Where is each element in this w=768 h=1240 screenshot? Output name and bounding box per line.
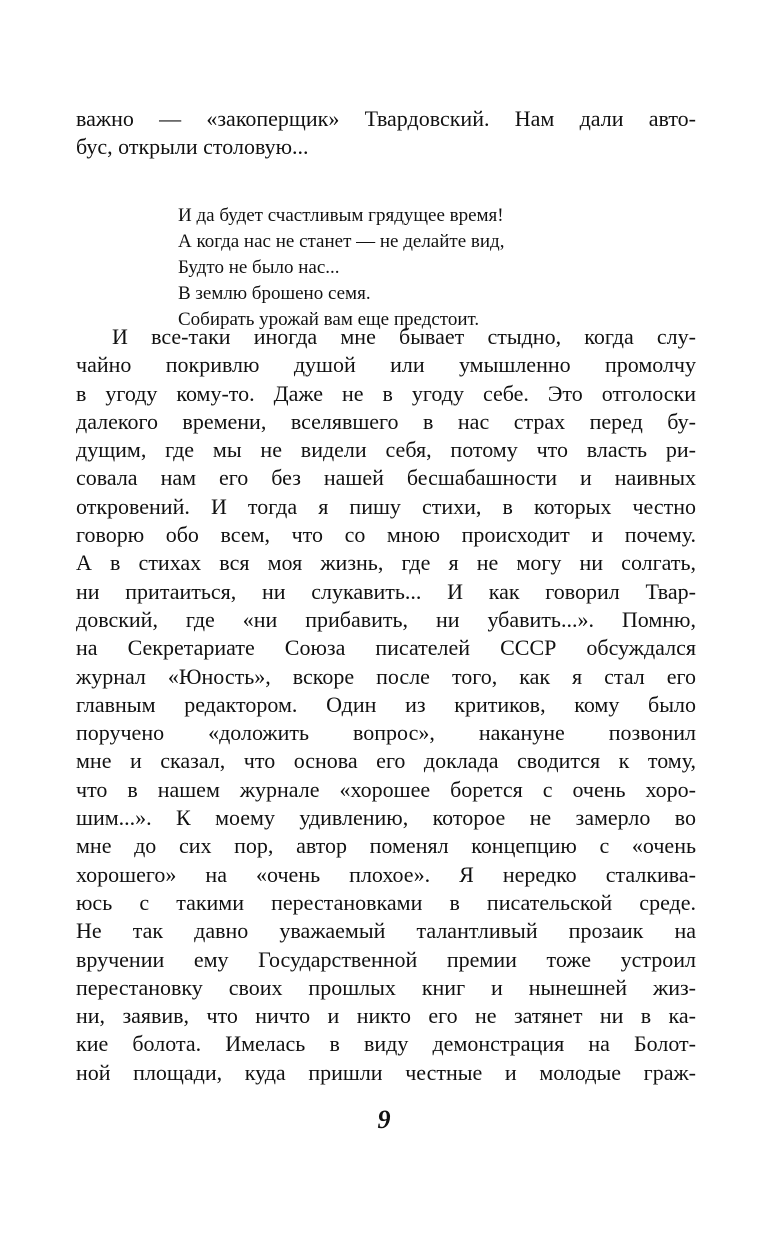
text-line: важно — «закоперщик» Твардовский. Нам дали авто- [76, 106, 696, 131]
text-line: бус, открыли столовую... [76, 134, 309, 159]
text-line: на Секретариате Союза писателей СССР обсуждался [76, 635, 696, 661]
text-line: вручении ему Государственной премии тоже устроил [76, 946, 696, 972]
text-line: чайно покривлю душой или умышленно промолчу [76, 352, 696, 378]
top-paragraph [76, 105, 696, 161]
text-line: перестановку своих прошлых книг и нынешней жиз- [76, 974, 696, 1000]
poem-line: И да будет счастливым грядущее время! [178, 205, 504, 226]
text-line: мне и сказал, что основа его доклада сводится к тому, [76, 748, 696, 774]
text-line: совала нам его без нашей бесшабашности и наивных [76, 465, 696, 491]
text-line: А в стихах вся моя жизнь, где я не могу ни солгать, [76, 550, 696, 576]
text-line: журнал «Юность», вскоре после того, как я стал его [76, 663, 696, 689]
text-line: дущим, где мы не видели себя, потому что власть ри- [76, 437, 696, 463]
text-line: главным редактором. Один из критиков, кому было [76, 691, 696, 717]
text-line: откровений. И тогда я пишу стихи, в которых честно [76, 493, 696, 519]
main-paragraph [76, 323, 696, 1087]
text-line: Не так давно уважаемый талантливый прозаик на [76, 918, 696, 944]
text-line: далекого времени, вселявшего в нас страх перед бу- [76, 408, 696, 434]
text-line: мне до сих пор, автор поменял концепцию с «очень [76, 833, 696, 859]
text-line: в угоду кому-то. Даже не в угоду себе. Это отголоски [76, 380, 696, 406]
text-line: ни, заявив, что ничто и никто его не затянет ни в ка- [76, 1003, 696, 1029]
text-line: говорю обо всем, что со мною происходит и почему. [76, 522, 696, 548]
poem-line: Будто не было нас... [178, 257, 340, 278]
text-line: ной площади, куда пришли честные и молодые граж- [76, 1059, 696, 1085]
text-line: поручено «доложить вопрос», накануне позвонил [76, 720, 696, 746]
poem-line: В землю брошено семя. [178, 283, 371, 304]
text-line: ни притаиться, ни слукавить... И как говорил Твар- [76, 578, 696, 604]
text-line: юсь с такими перестановками в писательской среде. [76, 889, 696, 915]
poem-stanza [178, 203, 504, 333]
text-line: довский, где «ни прибавить, ни убавить...». Помню, [76, 606, 696, 632]
poem-line: Собирать урожай вам еще предстоит. [178, 309, 480, 330]
poem-line: А когда нас не станет — не делайте вид, [178, 231, 505, 252]
page-number: 9 [377, 1105, 391, 1134]
text-line: И все-таки иногда мне бывает стыдно, когда слу- [112, 324, 696, 349]
text-line: хорошего» на «очень плохое». Я нередко сталкива- [76, 861, 696, 887]
text-line: кие болота. Имелась в виду демонстрация на Болот- [76, 1031, 696, 1057]
text-line: что в нашем журнале «хорошее борется с очень хоро- [76, 776, 696, 802]
text-line: шим...». К моему удивлению, которое не замерло во [76, 805, 696, 831]
